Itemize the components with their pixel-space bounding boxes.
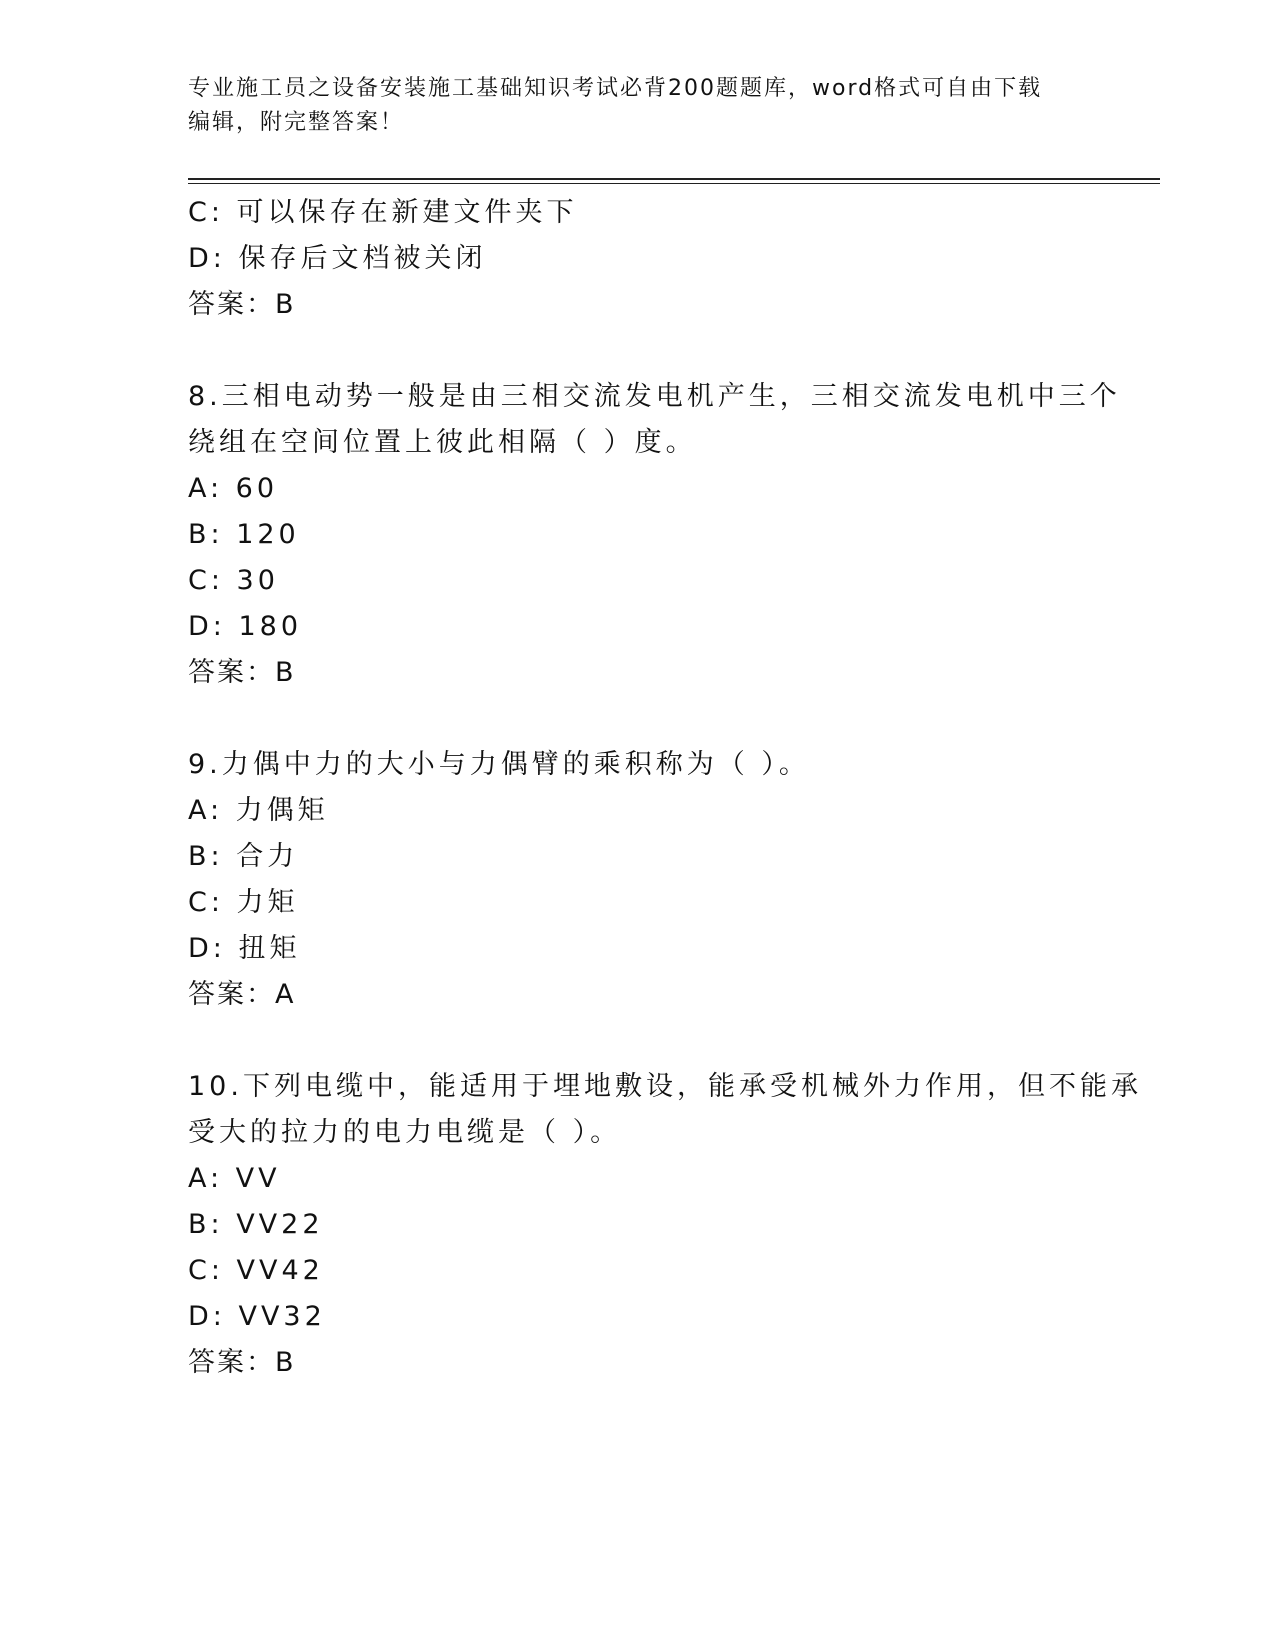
option-b: B: 120 [188, 519, 300, 550]
answer-line: 答案：A [188, 979, 296, 1010]
option-b: B: VV22 [188, 1209, 324, 1240]
question-stem-line: 受大的拉力的电力电缆是（ ）。 [188, 1117, 622, 1148]
option-b: B: 合力 [188, 841, 299, 872]
question-stem-line: 9.力偶中力的大小与力偶臂的乘积称为（ ）。 [188, 749, 810, 780]
question-stem-line: 10.下列电缆中，能适用于埋地敷设，能承受机械外力作用，但不能承 [188, 1071, 1142, 1102]
question-stem-line: 绕组在空间位置上彼此相隔（ ）度。 [188, 427, 697, 458]
option-d: D: 180 [188, 611, 303, 642]
option-d: D: VV32 [188, 1301, 326, 1332]
option-a: A: 60 [188, 473, 279, 504]
option-d: D: 保存后文档被关闭 [188, 243, 487, 274]
spacer [188, 328, 1148, 374]
question-content [188, 190, 1148, 1386]
option-c: C: VV42 [188, 1255, 324, 1286]
option-c: C: 30 [188, 565, 279, 596]
answer-line: 答案：B [188, 657, 296, 688]
header-divider-thin [188, 183, 1160, 184]
option-d: D: 扭矩 [188, 933, 301, 964]
question-9 [188, 742, 1148, 1018]
question-stem-line: 8.三相电动势一般是由三相交流发电机产生，三相交流发电机中三个 [188, 381, 1121, 412]
question-7-continued [188, 190, 1148, 328]
answer-line: 答案：B [188, 289, 296, 320]
header-title-line-2: 编辑，附完整答案！ [188, 110, 405, 135]
option-a: A: 力偶矩 [188, 795, 329, 826]
document-header [188, 72, 1088, 140]
option-a: A: VV [188, 1163, 281, 1194]
answer-line: 答案：B [188, 1347, 296, 1378]
option-c: C: 可以保存在新建文件夹下 [188, 197, 578, 228]
header-title-line-1: 专业施工员之设备安装施工基础知识考试必背200题题库，word格式可自由下载 [188, 76, 1043, 101]
spacer [188, 1018, 1148, 1064]
question-10 [188, 1064, 1148, 1386]
header-divider-thick [188, 178, 1160, 180]
spacer [188, 696, 1148, 742]
option-c: C: 力矩 [188, 887, 299, 918]
question-8 [188, 374, 1148, 696]
